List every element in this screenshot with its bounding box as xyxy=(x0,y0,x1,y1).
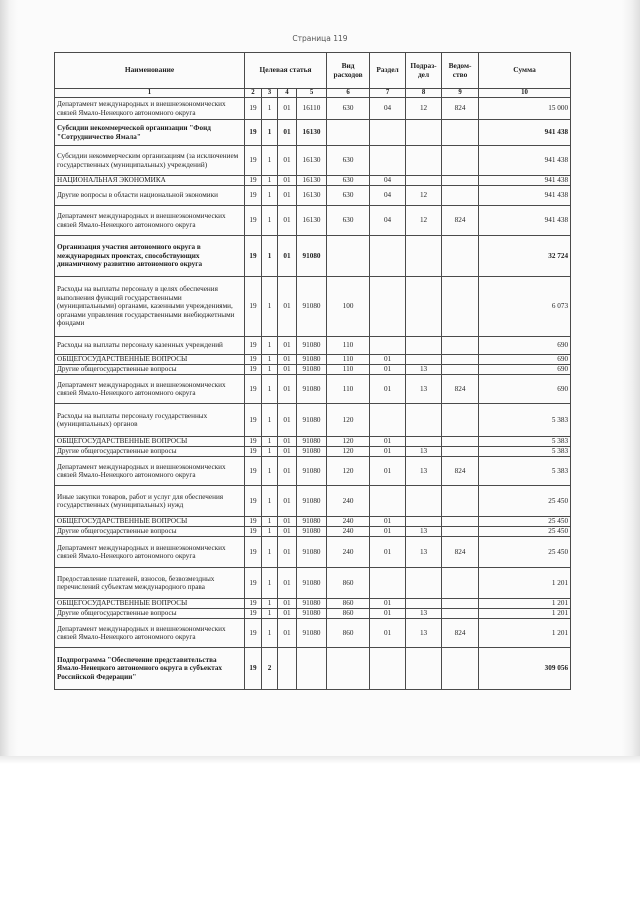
table-row xyxy=(55,355,571,365)
table-cell-direction: 91080 xyxy=(297,517,327,527)
table-cell-expense-type: 110 xyxy=(327,365,370,375)
table-cell-subprogram: 1 xyxy=(262,609,278,619)
table-cell-name: Другие общегосударственные вопросы xyxy=(55,365,245,375)
table-row xyxy=(55,186,571,206)
table-row xyxy=(55,447,571,457)
table-cell-subprogram: 1 xyxy=(262,568,278,599)
table-cell-event: 01 xyxy=(278,186,297,206)
table-cell-direction: 91080 xyxy=(297,337,327,355)
table-cell-department: 824 xyxy=(442,98,479,120)
table-cell-amount: 25 450 xyxy=(479,486,571,517)
table-cell-subprogram: 1 xyxy=(262,186,278,206)
table-cell-direction: 91080 xyxy=(297,619,327,648)
table-cell-section xyxy=(370,404,406,437)
table-cell-event: 01 xyxy=(278,447,297,457)
table-cell-amount: 941 438 xyxy=(479,186,571,206)
table-cell-event: 01 xyxy=(278,98,297,120)
table-cell-program: 19 xyxy=(245,375,262,404)
column-number: 6 xyxy=(327,89,370,98)
column-number: 8 xyxy=(406,89,442,98)
table-cell-amount: 25 450 xyxy=(479,537,571,568)
table-cell-name: Другие общегосударственные вопросы xyxy=(55,527,245,537)
table-cell-department xyxy=(442,437,479,447)
table-cell-section: 01 xyxy=(370,375,406,404)
header-target-article: Целевая статья xyxy=(245,53,327,89)
table-cell-subprogram: 1 xyxy=(262,404,278,437)
table-cell-direction: 91080 xyxy=(297,404,327,437)
table-cell-section: 01 xyxy=(370,457,406,486)
table-cell-subsection: 12 xyxy=(406,206,442,236)
table-cell-event: 01 xyxy=(278,537,297,568)
table-cell-section: 01 xyxy=(370,609,406,619)
table-cell-section xyxy=(370,648,406,690)
table-cell-expense-type: 630 xyxy=(327,176,370,186)
table-cell-subprogram: 1 xyxy=(262,486,278,517)
table-cell-section: 04 xyxy=(370,98,406,120)
table-cell-subprogram: 1 xyxy=(262,457,278,486)
table-cell-event: 01 xyxy=(278,206,297,236)
table-cell-section xyxy=(370,568,406,599)
table-cell-subsection xyxy=(406,404,442,437)
table-cell-direction: 91080 xyxy=(297,486,327,517)
table-row xyxy=(55,236,571,277)
column-number: 7 xyxy=(370,89,406,98)
table-cell-direction: 91080 xyxy=(297,236,327,277)
table-row xyxy=(55,404,571,437)
table-cell-program: 19 xyxy=(245,365,262,375)
table-cell-event: 01 xyxy=(278,120,297,146)
table-cell-subprogram: 1 xyxy=(262,236,278,277)
table-cell-department xyxy=(442,355,479,365)
table-cell-program: 19 xyxy=(245,176,262,186)
table-cell-name: Департамент международных и внешнеэкономических связей Ямало-Ненецкого автономного округа xyxy=(55,619,245,648)
table-cell-program: 19 xyxy=(245,486,262,517)
table-cell-program: 19 xyxy=(245,120,262,146)
table-cell-direction: 91080 xyxy=(297,355,327,365)
table-cell-name: Организация участия автономного округа в международных проектах, способствующих динамичному развитию автономного округа xyxy=(55,236,245,277)
table-cell-department xyxy=(442,176,479,186)
table-cell-direction: 16130 xyxy=(297,206,327,236)
table-cell-name: ОБЩЕГОСУДАРСТВЕННЫЕ ВОПРОСЫ xyxy=(55,437,245,447)
table-cell-program: 19 xyxy=(245,98,262,120)
table-cell-name: Другие общегосударственные вопросы xyxy=(55,609,245,619)
column-number: 2 xyxy=(245,89,262,98)
table-cell-subsection xyxy=(406,120,442,146)
table-row xyxy=(55,517,571,527)
table-cell-event: 01 xyxy=(278,365,297,375)
table-cell-amount: 690 xyxy=(479,337,571,355)
table-cell-department: 824 xyxy=(442,375,479,404)
table-cell-section: 01 xyxy=(370,447,406,457)
table-cell-subsection: 13 xyxy=(406,609,442,619)
scan-bottom-edge xyxy=(0,756,640,764)
table-cell-subprogram: 1 xyxy=(262,120,278,146)
table-cell-name: Подпрограмма "Обеспечение представительства Ямало-Ненецкого автономного округа в субъектах Российской Федерации" xyxy=(55,648,245,690)
table-cell-department: 824 xyxy=(442,206,479,236)
table-cell-name: Департамент международных и внешнеэкономических связей Ямало-Ненецкого автономного округа xyxy=(55,375,245,404)
table-cell-section: 01 xyxy=(370,355,406,365)
table-cell-expense-type: 860 xyxy=(327,619,370,648)
table-cell-program: 19 xyxy=(245,355,262,365)
table-cell-subsection xyxy=(406,146,442,176)
table-cell-amount: 5 383 xyxy=(479,404,571,437)
table-cell-department xyxy=(442,186,479,206)
table-cell-amount: 5 383 xyxy=(479,457,571,486)
table-cell-event: 01 xyxy=(278,375,297,404)
table-row xyxy=(55,146,571,176)
table-row xyxy=(55,337,571,355)
table-row xyxy=(55,568,571,599)
table-cell-section xyxy=(370,146,406,176)
table-cell-amount: 32 724 xyxy=(479,236,571,277)
header-subsection: Подраз-дел xyxy=(406,53,442,89)
table-cell-name: Расходы на выплаты персоналу в целях обеспечения выполнения функций государственными (муниципальными) органами, казенными учреждениями, органами управления государственными внебюджетными фондами xyxy=(55,277,245,337)
table-cell-subprogram: 1 xyxy=(262,98,278,120)
table-cell-department xyxy=(442,337,479,355)
table-cell-name: Иные закупки товаров, работ и услуг для обеспечения государственных (муниципальных) нужд xyxy=(55,486,245,517)
budget-table xyxy=(54,52,571,690)
table-cell-direction: 16110 xyxy=(297,98,327,120)
table-cell-department xyxy=(442,648,479,690)
table-cell-subprogram: 1 xyxy=(262,337,278,355)
table-cell-section: 04 xyxy=(370,176,406,186)
table-cell-amount: 941 438 xyxy=(479,146,571,176)
table-cell-amount: 1 201 xyxy=(479,599,571,609)
table-cell-section: 01 xyxy=(370,527,406,537)
table-cell-event: 01 xyxy=(278,599,297,609)
table-cell-expense-type: 110 xyxy=(327,375,370,404)
table-cell-subsection xyxy=(406,355,442,365)
table-cell-section: 04 xyxy=(370,186,406,206)
table-cell-subsection: 13 xyxy=(406,365,442,375)
table-cell-subsection xyxy=(406,176,442,186)
table-cell-subsection xyxy=(406,568,442,599)
table-cell-direction: 91080 xyxy=(297,277,327,337)
table-cell-name: Департамент международных и внешнеэкономических связей Ямало-Ненецкого автономного округа xyxy=(55,457,245,486)
table-cell-department xyxy=(442,404,479,437)
table-cell-expense-type: 100 xyxy=(327,277,370,337)
table-cell-amount: 1 201 xyxy=(479,568,571,599)
table-cell-name: Расходы на выплаты персоналу казенных учреждений xyxy=(55,337,245,355)
table-cell-department xyxy=(442,486,479,517)
table-row xyxy=(55,176,571,186)
table-cell-program: 19 xyxy=(245,609,262,619)
table-cell-program: 19 xyxy=(245,437,262,447)
table-cell-name: ОБЩЕГОСУДАРСТВЕННЫЕ ВОПРОСЫ xyxy=(55,599,245,609)
table-cell-department: 824 xyxy=(442,537,479,568)
table-cell-direction: 91080 xyxy=(297,457,327,486)
table-cell-name: ОБЩЕГОСУДАРСТВЕННЫЕ ВОПРОСЫ xyxy=(55,355,245,365)
table-cell-subprogram: 1 xyxy=(262,447,278,457)
table-cell-name: Субсидии некоммерческой организации "Фонд "Сотрудничество Ямала" xyxy=(55,120,245,146)
table-cell-amount: 25 450 xyxy=(479,527,571,537)
table-cell-section xyxy=(370,120,406,146)
table-cell-name: Расходы на выплаты персоналу государственных (муниципальных) органов xyxy=(55,404,245,437)
table-cell-direction: 91080 xyxy=(297,447,327,457)
table-cell-name: Субсидии некоммерческим организациям (за исключением государственных (муниципальных) учреждений) xyxy=(55,146,245,176)
table-cell-program: 19 xyxy=(245,146,262,176)
table-cell-program: 19 xyxy=(245,619,262,648)
table-cell-subsection: 13 xyxy=(406,457,442,486)
table-cell-name: НАЦИОНАЛЬНАЯ ЭКОНОМИКА xyxy=(55,176,245,186)
header-amount: Сумма xyxy=(479,53,571,89)
table-cell-subprogram: 1 xyxy=(262,517,278,527)
table-cell-expense-type: 110 xyxy=(327,337,370,355)
table-cell-event: 01 xyxy=(278,437,297,447)
table-cell-expense-type: 240 xyxy=(327,537,370,568)
table-cell-department xyxy=(442,365,479,375)
table-cell-section: 04 xyxy=(370,206,406,236)
table-row xyxy=(55,486,571,517)
table-cell-event: 01 xyxy=(278,568,297,599)
table-cell-expense-type: 110 xyxy=(327,355,370,365)
table-cell-expense-type: 630 xyxy=(327,146,370,176)
table-cell-expense-type: 630 xyxy=(327,206,370,236)
header-section: Раздел xyxy=(370,53,406,89)
table-cell-subsection: 12 xyxy=(406,186,442,206)
table-cell-subprogram: 2 xyxy=(262,648,278,690)
column-number: 1 xyxy=(55,89,245,98)
table-cell-name: ОБЩЕГОСУДАРСТВЕННЫЕ ВОПРОСЫ xyxy=(55,517,245,527)
table-cell-subsection: 13 xyxy=(406,619,442,648)
table-cell-department xyxy=(442,146,479,176)
table-cell-section xyxy=(370,277,406,337)
table-row xyxy=(55,277,571,337)
table-cell-event: 01 xyxy=(278,146,297,176)
table-row xyxy=(55,120,571,146)
table-cell-subprogram: 1 xyxy=(262,375,278,404)
column-number: 5 xyxy=(297,89,327,98)
table-cell-event: 01 xyxy=(278,486,297,517)
table-row xyxy=(55,527,571,537)
column-number: 4 xyxy=(278,89,297,98)
table-body xyxy=(55,98,571,690)
table-cell-amount: 6 073 xyxy=(479,277,571,337)
table-cell-direction: 16130 xyxy=(297,186,327,206)
table-row xyxy=(55,457,571,486)
table-cell-amount: 690 xyxy=(479,375,571,404)
table-cell-event: 01 xyxy=(278,337,297,355)
table-cell-subsection: 12 xyxy=(406,98,442,120)
table-cell-name: Департамент международных и внешнеэкономических связей Ямало-Ненецкого автономного округа xyxy=(55,206,245,236)
table-cell-program: 19 xyxy=(245,648,262,690)
table-cell-department xyxy=(442,277,479,337)
table-cell-department xyxy=(442,599,479,609)
table-cell-program: 19 xyxy=(245,337,262,355)
table-cell-program: 19 xyxy=(245,527,262,537)
table-cell-department xyxy=(442,517,479,527)
table-row xyxy=(55,619,571,648)
table-cell-name: Департамент международных и внешнеэкономических связей Ямало-Ненецкого автономного округа xyxy=(55,537,245,568)
table-cell-subsection xyxy=(406,437,442,447)
table-cell-event: 01 xyxy=(278,176,297,186)
table-cell-subsection: 13 xyxy=(406,527,442,537)
table-cell-program: 19 xyxy=(245,517,262,527)
table-row xyxy=(55,537,571,568)
table-cell-direction: 16130 xyxy=(297,176,327,186)
table-cell-section: 01 xyxy=(370,537,406,568)
table-cell-department xyxy=(442,447,479,457)
column-number-row xyxy=(55,89,571,98)
table-cell-direction: 91080 xyxy=(297,375,327,404)
table-cell-subsection xyxy=(406,337,442,355)
table-cell-section: 01 xyxy=(370,437,406,447)
table-cell-amount: 941 438 xyxy=(479,120,571,146)
table-cell-expense-type: 120 xyxy=(327,447,370,457)
table-cell-department xyxy=(442,568,479,599)
table-cell-expense-type: 240 xyxy=(327,486,370,517)
table-cell-amount: 690 xyxy=(479,365,571,375)
table-cell-amount: 690 xyxy=(479,355,571,365)
column-number: 10 xyxy=(479,89,571,98)
table-cell-program: 19 xyxy=(245,206,262,236)
table-cell-department xyxy=(442,236,479,277)
table-cell-section: 01 xyxy=(370,599,406,609)
table-cell-department xyxy=(442,527,479,537)
table-cell-subprogram: 1 xyxy=(262,365,278,375)
table-cell-name: Другие вопросы в области национальной экономики xyxy=(55,186,245,206)
table-cell-subprogram: 1 xyxy=(262,277,278,337)
table-row xyxy=(55,365,571,375)
table-cell-expense-type xyxy=(327,236,370,277)
table-cell-section xyxy=(370,337,406,355)
table-cell-subsection xyxy=(406,517,442,527)
table-cell-expense-type: 860 xyxy=(327,609,370,619)
table-cell-amount: 941 438 xyxy=(479,176,571,186)
table-cell-subsection xyxy=(406,277,442,337)
table-cell-subprogram: 1 xyxy=(262,537,278,568)
table-cell-department xyxy=(442,120,479,146)
table-cell-expense-type: 240 xyxy=(327,517,370,527)
column-number: 9 xyxy=(442,89,479,98)
table-cell-direction: 91080 xyxy=(297,527,327,537)
table-cell-event: 01 xyxy=(278,527,297,537)
table-cell-expense-type: 860 xyxy=(327,599,370,609)
table-cell-department: 824 xyxy=(442,457,479,486)
table-cell-expense-type: 630 xyxy=(327,98,370,120)
table-cell-amount: 15 000 xyxy=(479,98,571,120)
table-row xyxy=(55,599,571,609)
table-cell-direction: 91080 xyxy=(297,537,327,568)
table-cell-subprogram: 1 xyxy=(262,176,278,186)
table-cell-program: 19 xyxy=(245,568,262,599)
table-cell-subsection xyxy=(406,236,442,277)
table-cell-subprogram: 1 xyxy=(262,437,278,447)
table-cell-department: 824 xyxy=(442,619,479,648)
table-cell-event: 01 xyxy=(278,277,297,337)
table-cell-program: 19 xyxy=(245,537,262,568)
table-cell-subsection xyxy=(406,648,442,690)
table-cell-subprogram: 1 xyxy=(262,355,278,365)
table-cell-section: 01 xyxy=(370,517,406,527)
table-cell-expense-type: 120 xyxy=(327,457,370,486)
table-cell-direction: 91080 xyxy=(297,599,327,609)
table-cell-amount: 309 056 xyxy=(479,648,571,690)
table-cell-direction: 91080 xyxy=(297,609,327,619)
table-cell-expense-type: 120 xyxy=(327,437,370,447)
table-cell-amount: 941 438 xyxy=(479,206,571,236)
table-cell-subsection: 13 xyxy=(406,447,442,457)
table-cell-name: Другие общегосударственные вопросы xyxy=(55,447,245,457)
table-cell-direction: 91080 xyxy=(297,568,327,599)
table-cell-subprogram: 1 xyxy=(262,619,278,648)
table-cell-expense-type: 860 xyxy=(327,568,370,599)
table-cell-program: 19 xyxy=(245,236,262,277)
table-cell-program: 19 xyxy=(245,277,262,337)
table-cell-event: 01 xyxy=(278,355,297,365)
table-row xyxy=(55,206,571,236)
table-cell-section: 01 xyxy=(370,619,406,648)
table-cell-program: 19 xyxy=(245,186,262,206)
table-cell-program: 19 xyxy=(245,447,262,457)
table-cell-event: 01 xyxy=(278,517,297,527)
table-cell-expense-type: 240 xyxy=(327,527,370,537)
table-cell-event: 01 xyxy=(278,404,297,437)
table-cell-expense-type xyxy=(327,120,370,146)
table-cell-name: Предоставление платежей, взносов, безвозмездных перечислений субъектам международного права xyxy=(55,568,245,599)
table-cell-amount: 5 383 xyxy=(479,437,571,447)
table-cell-amount: 1 201 xyxy=(479,619,571,648)
table-cell-event: 01 xyxy=(278,457,297,486)
table-cell-event: 01 xyxy=(278,236,297,277)
table-cell-event xyxy=(278,648,297,690)
table-cell-section: 01 xyxy=(370,365,406,375)
table-cell-expense-type: 120 xyxy=(327,404,370,437)
table-cell-section xyxy=(370,236,406,277)
table-row xyxy=(55,609,571,619)
table-cell-event: 01 xyxy=(278,619,297,648)
table-cell-subprogram: 1 xyxy=(262,206,278,236)
table-cell-subsection: 13 xyxy=(406,375,442,404)
table-cell-amount: 5 383 xyxy=(479,447,571,457)
column-number: 3 xyxy=(262,89,278,98)
table-row xyxy=(55,437,571,447)
table-cell-program: 19 xyxy=(245,599,262,609)
table-row xyxy=(55,648,571,690)
table-cell-name: Департамент международных и внешнеэкономических связей Ямало-Ненецкого автономного округа xyxy=(55,98,245,120)
table-cell-subsection: 13 xyxy=(406,537,442,568)
table-cell-direction: 16130 xyxy=(297,146,327,176)
header-name: Наименование xyxy=(55,53,245,89)
table-cell-expense-type: 630 xyxy=(327,186,370,206)
page-number: Страница 119 xyxy=(292,34,348,43)
table-cell-direction: 16130 xyxy=(297,120,327,146)
table-cell-direction: 91080 xyxy=(297,365,327,375)
table-cell-amount: 25 450 xyxy=(479,517,571,527)
table-cell-department xyxy=(442,609,479,619)
table-cell-program: 19 xyxy=(245,404,262,437)
table-cell-amount: 1 201 xyxy=(479,609,571,619)
table-cell-expense-type xyxy=(327,648,370,690)
table-cell-event: 01 xyxy=(278,609,297,619)
table-cell-subsection xyxy=(406,599,442,609)
table-cell-subprogram: 1 xyxy=(262,599,278,609)
table-row xyxy=(55,375,571,404)
table-header-row xyxy=(55,53,571,89)
header-expense-type: Вид расходов xyxy=(327,53,370,89)
table-row xyxy=(55,98,571,120)
table-cell-subprogram: 1 xyxy=(262,527,278,537)
table-cell-subprogram: 1 xyxy=(262,146,278,176)
table-cell-section xyxy=(370,486,406,517)
table-cell-program: 19 xyxy=(245,457,262,486)
table-cell-direction: 91080 xyxy=(297,437,327,447)
table-cell-subsection xyxy=(406,486,442,517)
header-department: Ведом-ство xyxy=(442,53,479,89)
table-cell-direction xyxy=(297,648,327,690)
